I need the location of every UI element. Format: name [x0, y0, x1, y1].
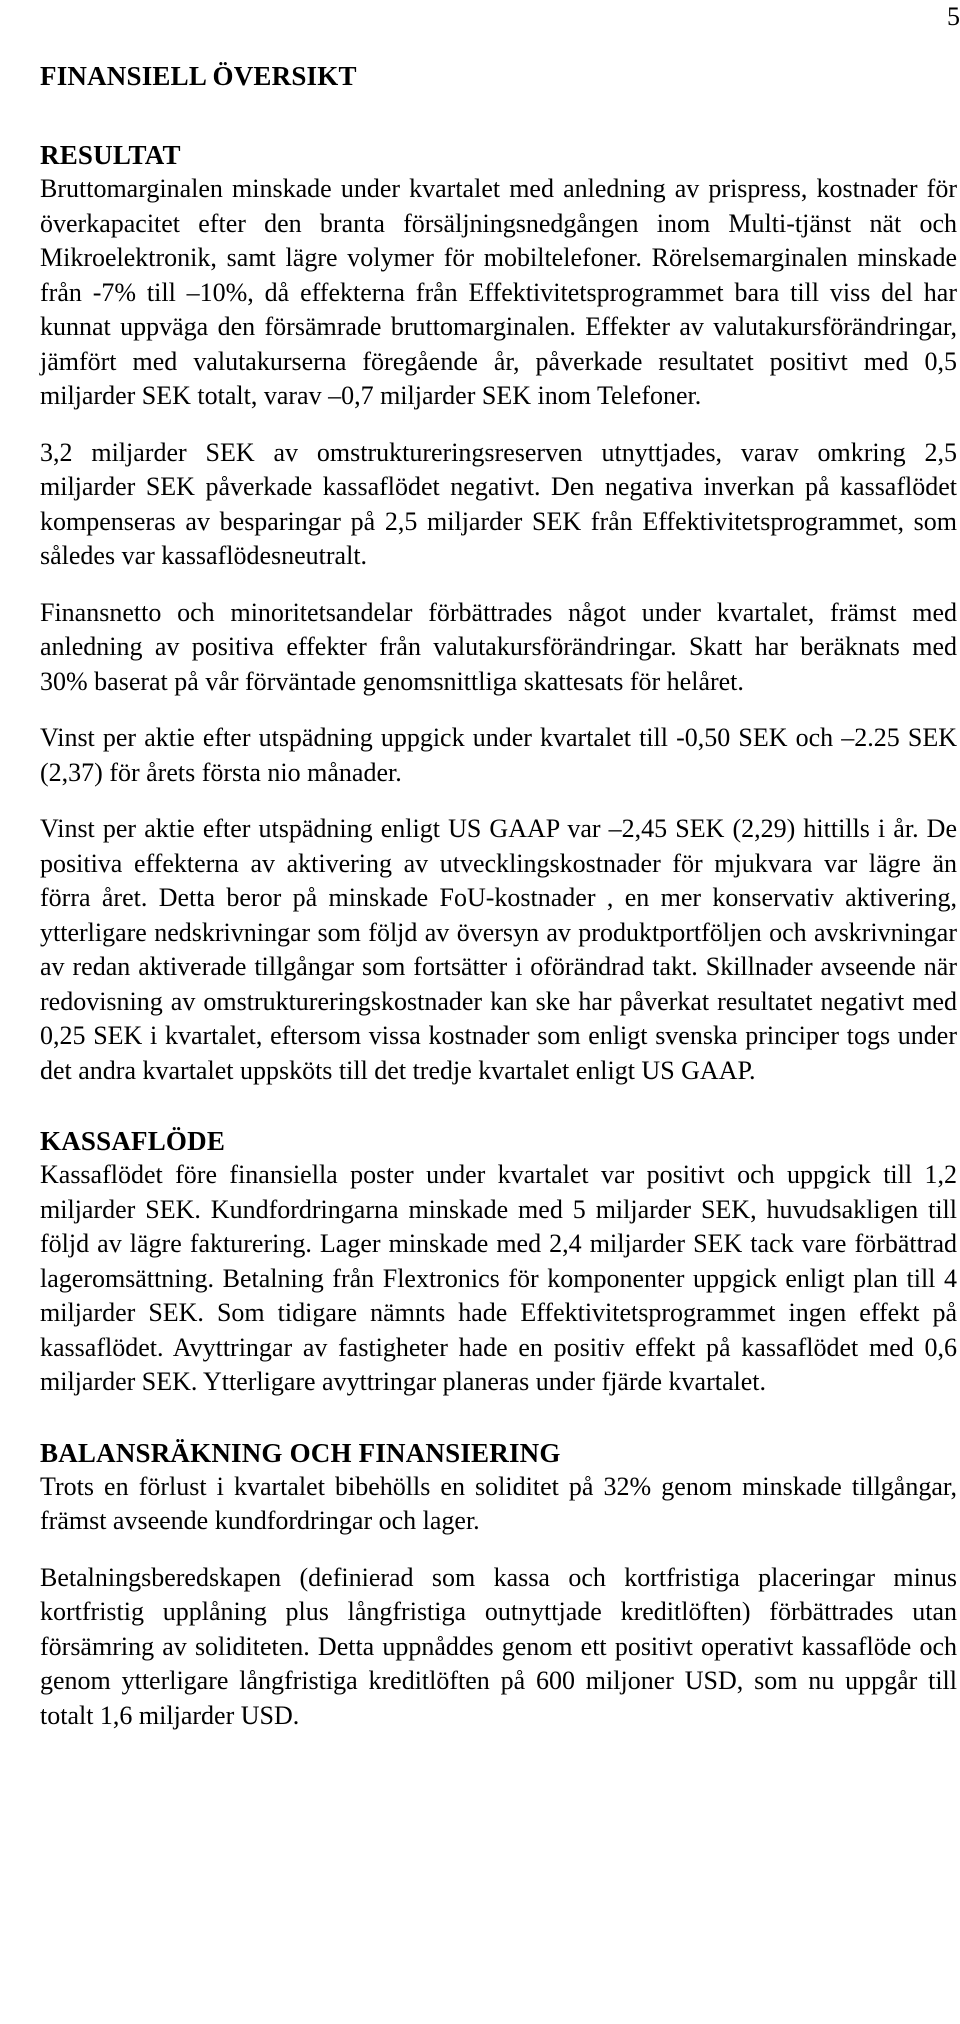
section-heading-balansrakning: BALANSRÄKNING OCH FINANSIERING [40, 1437, 561, 1468]
balansrakning-paragraph-2: Betalningsberedskapen (definierad som kassa och kortfristiga placeringar minus kortfristig upplåning plus långfristiga outnyttjade kreditlöften) förbättrades utan försämring av soliditeten. Detta uppnåddes genom ett positivt operativt kassaflöde och genom ytterligare långfristiga kreditlöften på 600 miljoner USD, som nu uppgår till totalt 1,6 miljarder USD. [40, 1562, 957, 1730]
balansrakning-paragraph-1: Trots en förlust i kvartalet bibehölls en soliditet på 32% genom minskade tillgångar, främst avseende kundfordringar och lager. [40, 1471, 957, 1535]
document-content [40, 54, 957, 1733]
section-kassaflode [40, 1124, 957, 1400]
section-heading-resultat: RESULTAT [40, 140, 181, 170]
page-title: FINANSIELL ÖVERSIKT [40, 61, 357, 91]
resultat-paragraph-3: Finansnetto och minoritetsandelar förbättrades något under kvartalet, främst med anledning av positiva effekter från valutakursförändringar. Skatt har beräknats med 30% baserat på vår förväntade genomsnittliga skattesats för helåret. [40, 597, 957, 696]
section-heading-kassaflode: KASSAFLÖDE [40, 1126, 226, 1156]
resultat-paragraph-5: Vinst per aktie efter utspädning enligt US GAAP var –2,45 SEK (2,29) hittills i år. De positiva effekterna av aktivering av utvecklingskostnader för mjukvara var lägre än förra året. Detta beror på minskade FoU-kostnader , en mer konservativ aktivering, ytterligare nedskrivningar som följd av översyn av produktportföljen och avskrivningar av redan aktiverade tillgångar som fortsätter i oförändrad takt. Skillnader avseende när redovisning av omstruktureringskostnader kan ske har påverkat resultatet negativt med 0,25 SEK i kvartalet, eftersom vissa kostnader som enligt svenska principer togs under det andra kvartalet uppsköts till det tredje kvartalet enligt US GAAP. [40, 814, 957, 1085]
resultat-paragraph-2: 3,2 miljarder SEK av omstruktureringsreserven utnyttjades, varav omkring 2,5 miljarder SEK påverkade kassaflödet negativt. Den negativa inverkan på kassaflödet kompenseras av besparingar på 2,5 miljarder SEK från Effektivitetsprogrammet, som således var kassaflödesneutralt. [40, 437, 957, 570]
resultat-paragraph-1: Bruttomarginalen minskade under kvartalet med anledning av prispress, kostnader för överkapacitet efter den branta försäljningsnedgången inom Multi-tjänst nät och Mikroelektronik, samt lägre volymer för mobiltelefoner. Rörelsemarginalen minskade från -7% till –10%, då effekterna från Effektivitetsprogrammet bara till viss del har kunnat uppväga den försämrade bruttomarginalen. Effekter av valutakursförändringar, jämfört med valutakurserna föregående år, påverkade resultatet positivt med 0,5 miljarder SEK totalt, varav –0,7 miljarder SEK inom Telefoner. [40, 174, 957, 410]
section-resultat [40, 138, 957, 1088]
kassaflode-paragraph-1: Kassaflödet före finansiella poster under kvartalet var positivt och uppgick till 1,2 miljarder SEK. Kundfordringarna minskade med 5 miljarder SEK, huvudsakligen till följd av lägre fakturering. Lager minskade med 2,4 miljarder SEK tack vare förbättrad lageromsättning. Betalning från Flextronics för komponenter uppgick enligt plan till 4 miljarder SEK. Som tidigare nämnts hade Effektivitetsprogrammet ingen effekt på kassaflödet. Avyttringar av fastigheter hade en positiv effekt på kassaflödet med 0,6 miljarder SEK. Ytterligare avyttringar planeras under fjärde kvartalet. [40, 1160, 957, 1396]
resultat-paragraph-4: Vinst per aktie efter utspädning uppgick under kvartalet till -0,50 SEK och –2.25 SEK (2,37) för årets första nio månader. [40, 723, 957, 787]
page-number: 5 [947, 2, 960, 31]
section-balansrakning [40, 1436, 957, 1734]
